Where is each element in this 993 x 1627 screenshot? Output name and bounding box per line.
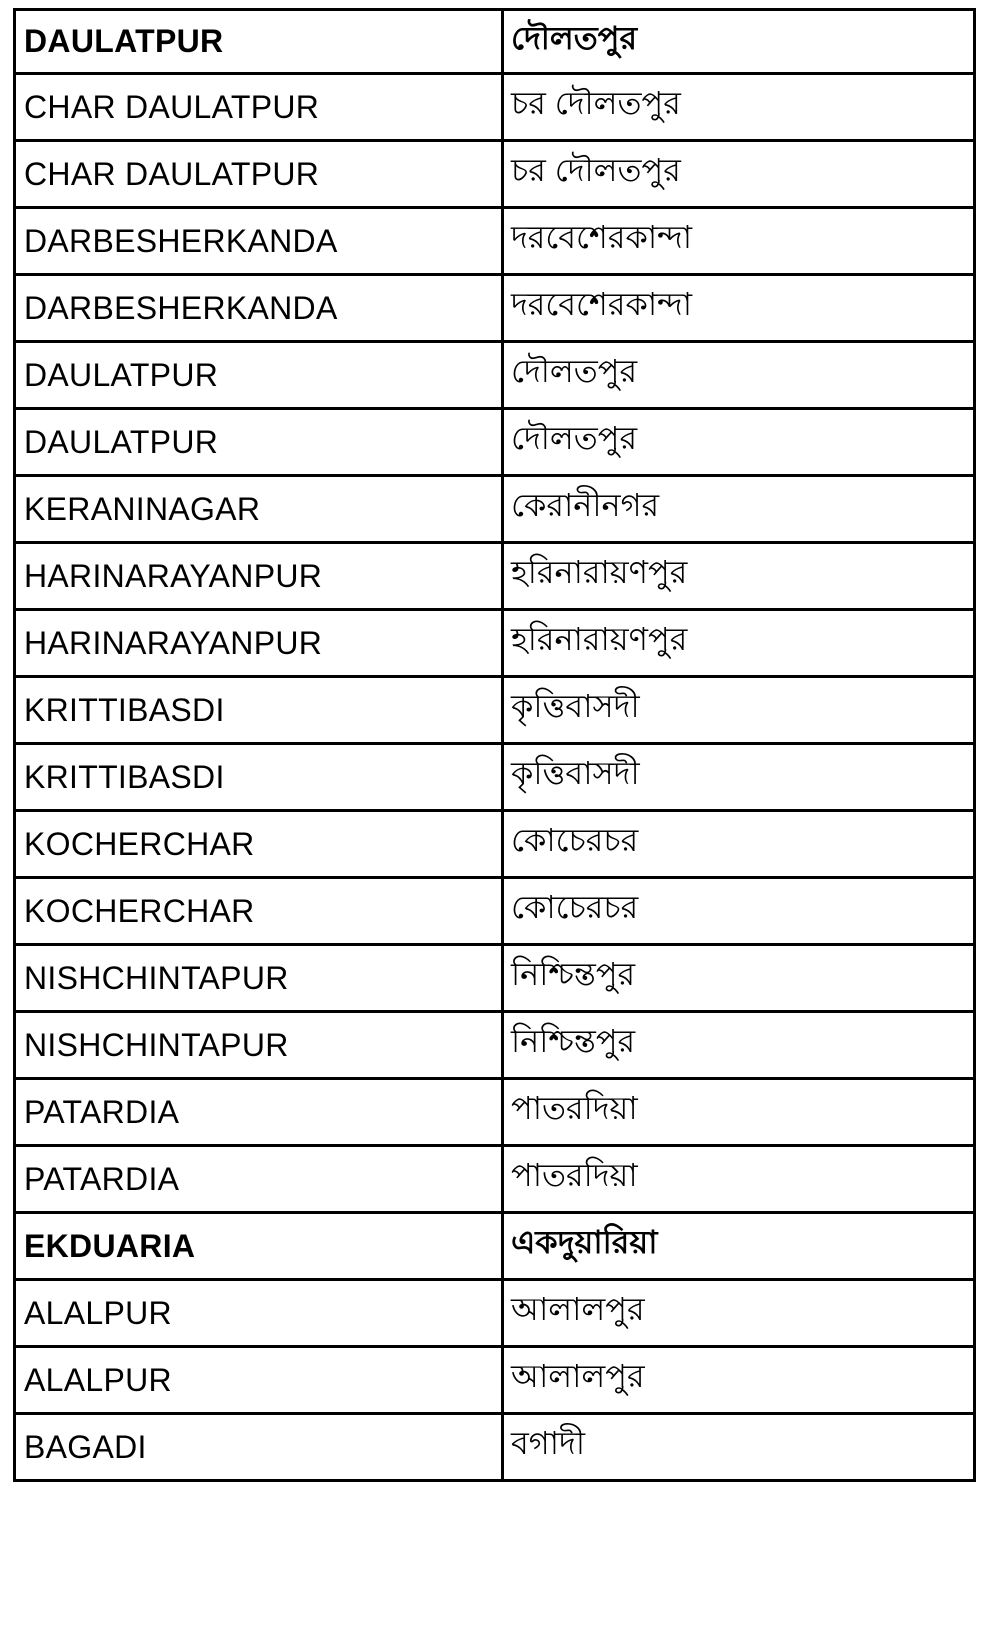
table-row: [13, 745, 976, 812]
bengali-name-cell: চর দৌলতপুর: [504, 142, 976, 206]
english-name-cell: DAULATPUR: [13, 11, 504, 72]
bengali-name-cell: দৌলতপুর: [504, 410, 976, 474]
table-row: [13, 1281, 976, 1348]
english-name-cell: NISHCHINTAPUR: [13, 946, 504, 1010]
english-name-cell: DAULATPUR: [13, 343, 504, 407]
english-name-cell: KOCHERCHAR: [13, 879, 504, 943]
bengali-name-cell: দরবেশেরকান্দা: [504, 209, 976, 273]
bengali-name-cell: আলালপুর: [504, 1281, 976, 1345]
table-row: [13, 812, 976, 879]
table-row: [13, 343, 976, 410]
english-name-cell: PATARDIA: [13, 1147, 504, 1211]
bengali-name-cell: পাতরদিয়া: [504, 1080, 976, 1144]
bengali-name-cell: কৃত্তিবাসদী: [504, 678, 976, 742]
english-name-cell: ALALPUR: [13, 1348, 504, 1412]
english-name-cell: KRITTIBASDI: [13, 745, 504, 809]
english-name-cell: KRITTIBASDI: [13, 678, 504, 742]
table-row: [13, 1415, 976, 1482]
place-name-table: [13, 8, 976, 1482]
table-row: [13, 1348, 976, 1415]
table-row: [13, 209, 976, 276]
bengali-name-cell: দৌলতপুর: [504, 11, 976, 72]
table-row: [13, 477, 976, 544]
bengali-name-cell: নিশ্চিন্তপুর: [504, 1013, 976, 1077]
english-name-cell: KOCHERCHAR: [13, 812, 504, 876]
table-row: [13, 410, 976, 477]
table-row: [13, 11, 976, 75]
table-row: [13, 75, 976, 142]
english-name-cell: DAULATPUR: [13, 410, 504, 474]
english-name-cell: CHAR DAULATPUR: [13, 75, 504, 139]
bengali-name-cell: কোচেরচর: [504, 812, 976, 876]
bengali-name-cell: কেরানীনগর: [504, 477, 976, 541]
table-row: [13, 611, 976, 678]
bengali-name-cell: আলালপুর: [504, 1348, 976, 1412]
table-row: [13, 879, 976, 946]
english-name-cell: EKDUARIA: [13, 1214, 504, 1278]
english-name-cell: BAGADI: [13, 1415, 504, 1479]
table-row: [13, 1147, 976, 1214]
bengali-name-cell: হরিনারায়ণপুর: [504, 544, 976, 608]
english-name-cell: CHAR DAULATPUR: [13, 142, 504, 206]
table-row: [13, 1080, 976, 1147]
bengali-name-cell: কোচেরচর: [504, 879, 976, 943]
bengali-name-cell: চর দৌলতপুর: [504, 75, 976, 139]
table-row: [13, 946, 976, 1013]
english-name-cell: HARINARAYANPUR: [13, 611, 504, 675]
english-name-cell: HARINARAYANPUR: [13, 544, 504, 608]
table-row: [13, 544, 976, 611]
bengali-name-cell: কৃত্তিবাসদী: [504, 745, 976, 809]
english-name-cell: KERANINAGAR: [13, 477, 504, 541]
table-row: [13, 678, 976, 745]
bengali-name-cell: একদুয়ারিয়া: [504, 1214, 976, 1278]
table-row: [13, 276, 976, 343]
table-row: [13, 1013, 976, 1080]
bengali-name-cell: পাতরদিয়া: [504, 1147, 976, 1211]
english-name-cell: DARBESHERKANDA: [13, 276, 504, 340]
table-row: [13, 1214, 976, 1281]
bengali-name-cell: দরবেশেরকান্দা: [504, 276, 976, 340]
english-name-cell: ALALPUR: [13, 1281, 504, 1345]
bengali-name-cell: বগাদী: [504, 1415, 976, 1479]
bengali-name-cell: দৌলতপুর: [504, 343, 976, 407]
bengali-name-cell: নিশ্চিন্তপুর: [504, 946, 976, 1010]
bengali-name-cell: হরিনারায়ণপুর: [504, 611, 976, 675]
english-name-cell: DARBESHERKANDA: [13, 209, 504, 273]
english-name-cell: PATARDIA: [13, 1080, 504, 1144]
table-row: [13, 142, 976, 209]
english-name-cell: NISHCHINTAPUR: [13, 1013, 504, 1077]
